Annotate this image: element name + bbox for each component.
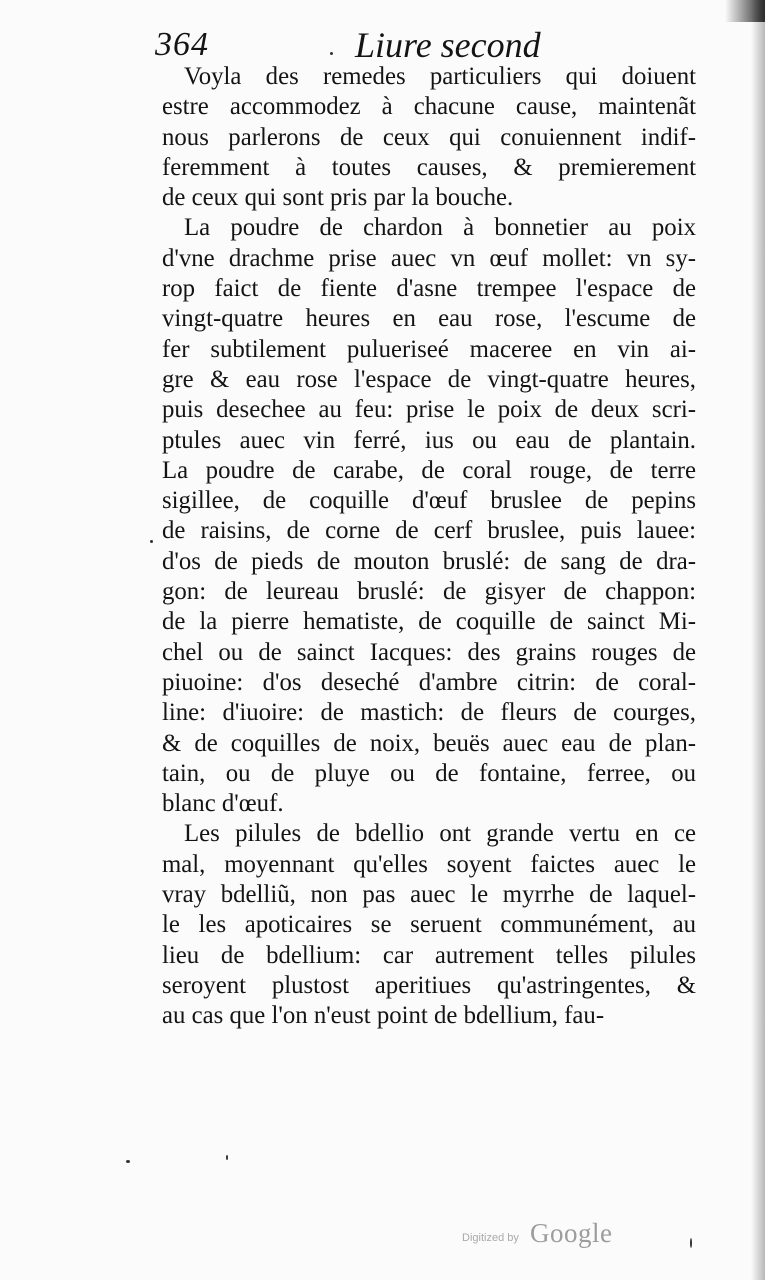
scan-speck: [226, 1155, 228, 1160]
text-line: sigillee, de coquille d'œuf bruslee de pepins: [162, 487, 696, 515]
text-line: le les apoticaires se seruent communément, au: [162, 911, 696, 939]
text-line: au cas que l'on n'eust point de bdellium, fau-: [162, 1002, 605, 1030]
text-line: seroyent plustost aperitiues qu'astringentes, &: [162, 971, 696, 999]
text-line: Les pilules de bdellio ont grande vertu en ce: [184, 820, 696, 848]
scan-speck: [330, 52, 333, 55]
text-line: tain, ou de pluye ou de fontaine, ferree, ou: [162, 759, 696, 787]
scan-speck: [126, 1160, 130, 1163]
text-line: La poudre de chardon à bonnetier au poix: [184, 214, 696, 242]
text-line: lieu de bdellium: car autrement telles pilules: [162, 941, 696, 969]
text-line: chel ou de sainct Iacques: des grains rouges de: [162, 638, 696, 666]
text-line: vingt-quatre heures en eau rose, l'escume de: [162, 305, 696, 333]
text-line: estre accommodez à chacune cause, maintenãt: [162, 93, 696, 121]
text-line: d'vne drachme prise auec vn œuf mollet: vn sy-: [162, 244, 696, 272]
page-edge-shadow: [751, 0, 765, 1280]
scan-corner-shadow: [725, 0, 765, 22]
text-line: gon: de leureau bruslé: de gisyer de chappon:: [162, 578, 696, 606]
text-line: blanc d'œuf.: [162, 790, 284, 818]
paragraph: [162, 213, 696, 819]
text-line: feremment à toutes causes, & premierement: [162, 153, 696, 181]
digitized-by-label: Digitized by: [462, 1232, 519, 1244]
text-line: line: d'iuoire: de mastich: de fleurs de courges,: [162, 699, 696, 727]
scan-speck: [690, 1238, 692, 1248]
text-line: gre & eau rose l'espace de vingt-quatre heures,: [162, 365, 696, 393]
text-line: mal, moyennant qu'elles soyent faictes auec le: [162, 850, 696, 878]
text-line: vray bdelliũ, non pas auec le myrrhe de laquel-: [162, 881, 696, 909]
text-line: de la pierre hematiste, de coquille de sainct Mi-: [162, 608, 696, 636]
paragraph: [162, 62, 696, 213]
text-line: de raisins, de corne de cerf bruslee, puis lauee:: [162, 517, 696, 545]
text-line: & de coquilles de noix, beuës auec eau de plan-: [162, 729, 696, 757]
digitization-watermark: [462, 1218, 632, 1254]
page-header: [155, 20, 695, 68]
scan-speck: [150, 540, 153, 543]
text-line: fer subtilement pulueriseé maceree en vin ai-: [162, 335, 696, 363]
page-number: 364: [155, 26, 209, 63]
text-line: Voyla des remedes particuliers qui doiuent: [184, 63, 696, 90]
text-line: La poudre de carabe, de coral rouge, de terre: [162, 456, 696, 484]
text-line: de ceux qui sont pris par la bouche.: [162, 184, 514, 212]
text-line: ptules auec vin ferré, ius ou eau de plantain.: [162, 426, 696, 454]
text-line: puis desechee au feu: prise le poix de deux scri-: [162, 396, 696, 424]
text-line: rop faict de fiente d'asne trempee l'espace de: [162, 275, 696, 303]
google-logo: Google: [530, 1218, 613, 1248]
text-line: nous parlerons de ceux qui conuiennent indif-: [162, 123, 696, 151]
body-text: [162, 62, 696, 1032]
paragraph: [162, 819, 696, 1031]
text-line: piuoine: d'os deseché d'ambre citrin: de coral-: [162, 668, 696, 696]
text-line: d'os de pieds de mouton bruslé: de sang de dra-: [162, 547, 696, 575]
running-title: Liure second: [355, 25, 541, 65]
